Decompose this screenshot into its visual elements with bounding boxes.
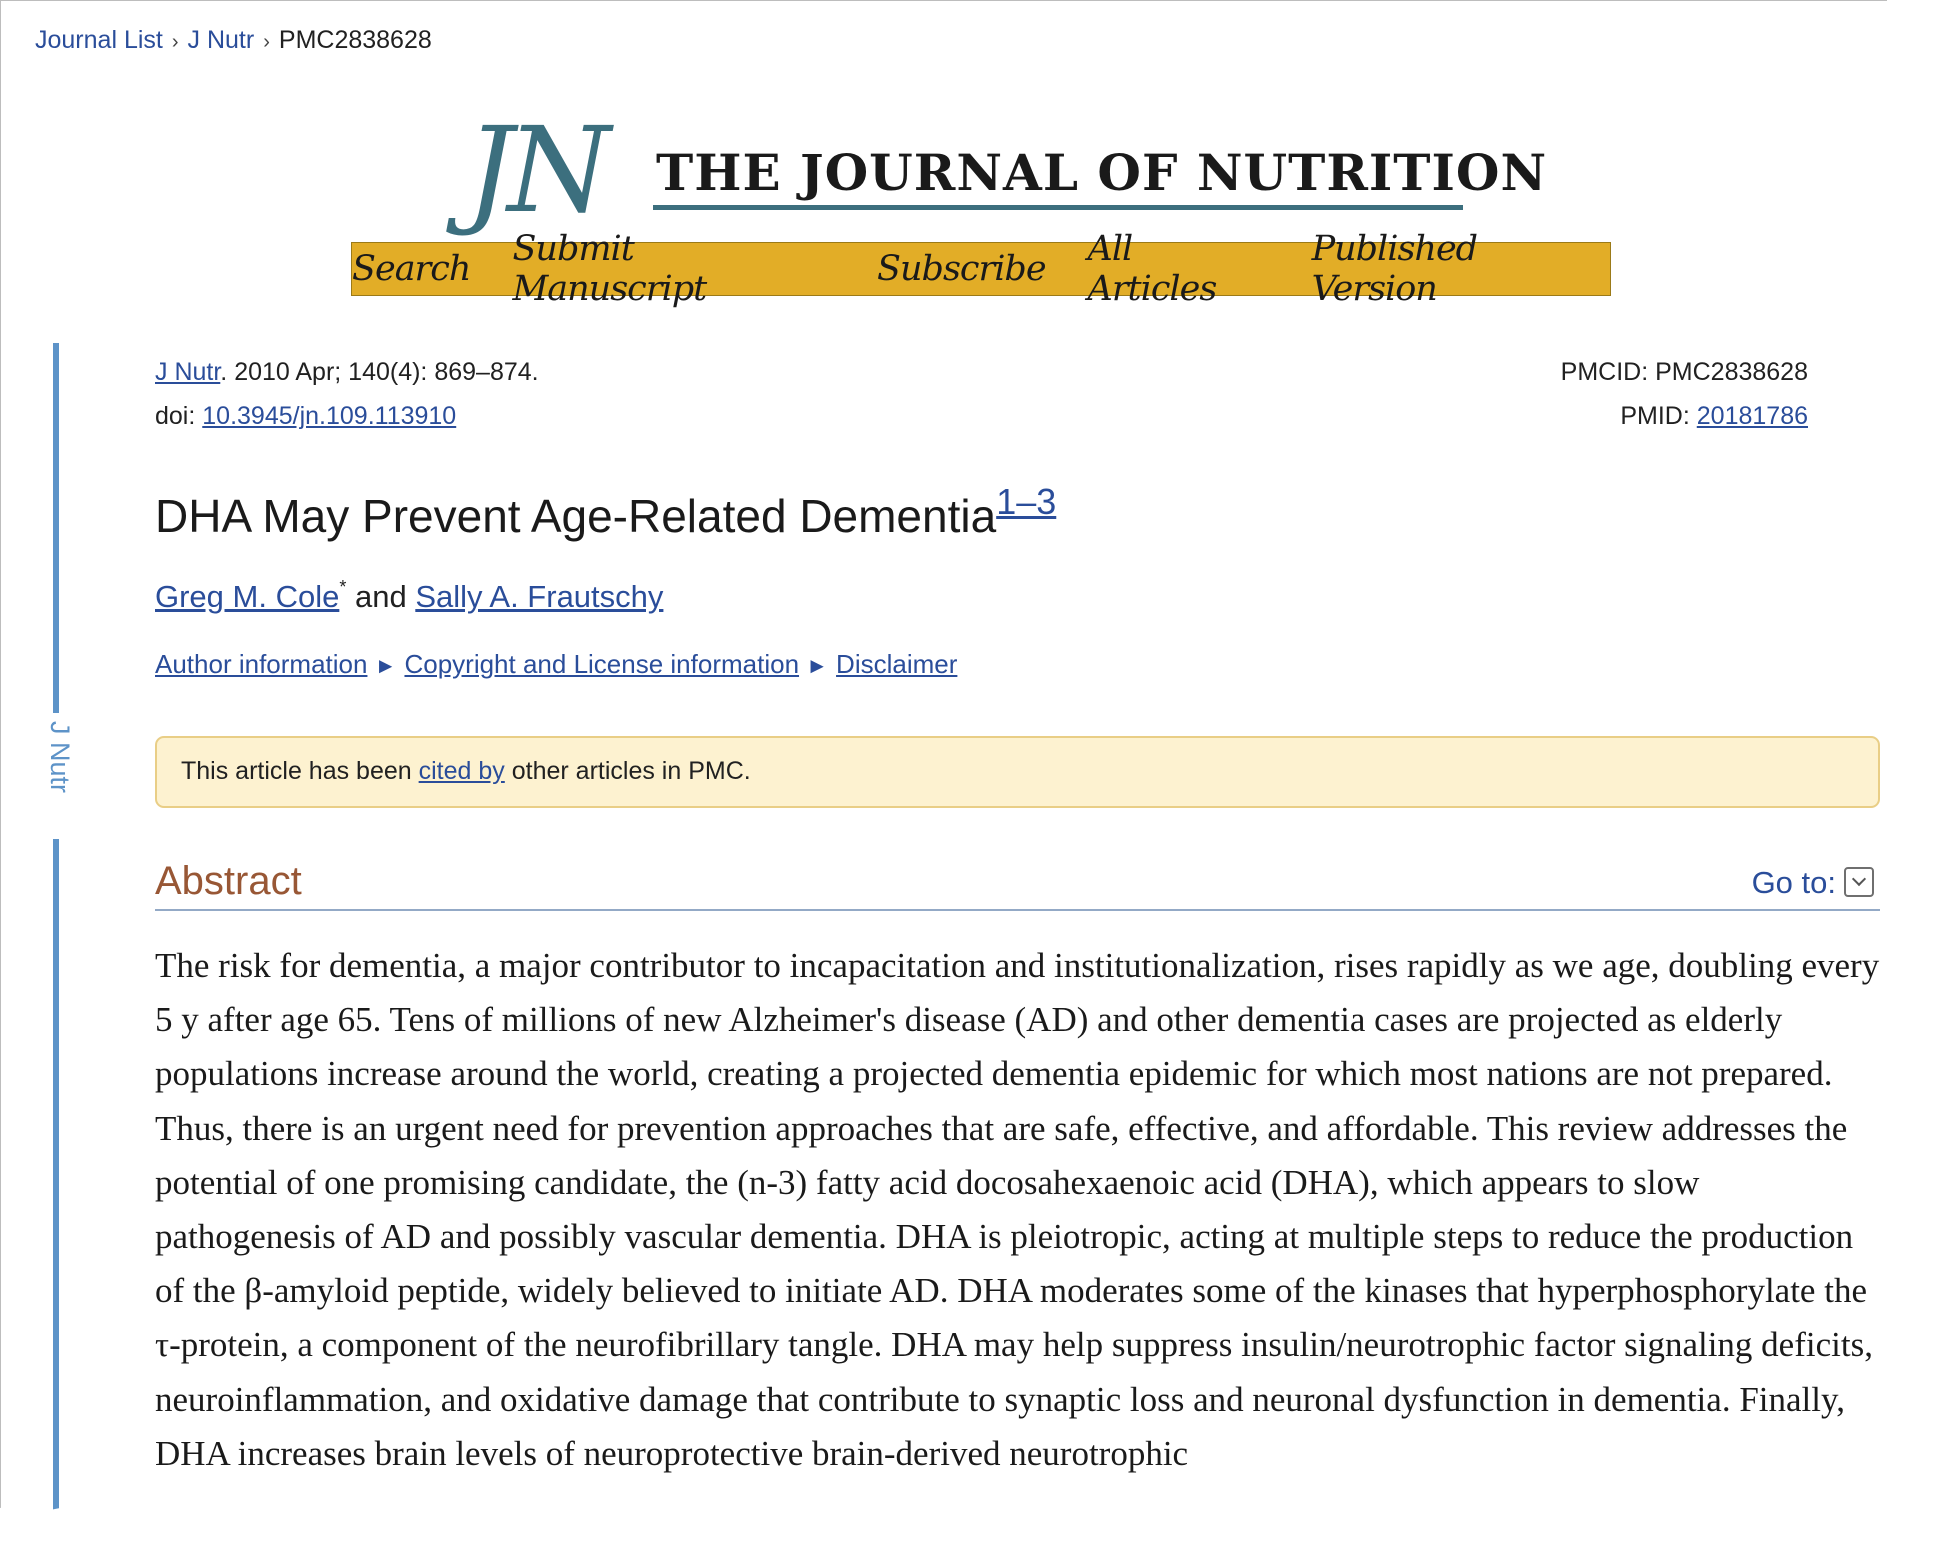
author-information-link[interactable]: Author information bbox=[155, 649, 368, 679]
author-link-cole[interactable]: Greg M. Cole bbox=[155, 579, 340, 614]
authors bbox=[155, 577, 663, 615]
sidebar-journal-label: J Nutr bbox=[45, 721, 75, 794]
nav-all-articles[interactable]: All Articles bbox=[1087, 229, 1217, 309]
copyright-license-link[interactable]: Copyright and License information bbox=[404, 649, 800, 679]
torn-edge-right bbox=[1887, 0, 1947, 1562]
pmid-link[interactable]: 20181786 bbox=[1696, 402, 1808, 430]
cited-by-notice bbox=[155, 736, 1880, 808]
sidebar-journal-tab[interactable] bbox=[39, 721, 73, 831]
nav-subscribe[interactable]: Subscribe bbox=[877, 249, 1046, 289]
journal-name[interactable]: THE JOURNAL OF NUTRITION bbox=[656, 143, 1548, 202]
nav-published-version[interactable]: Published Version bbox=[1311, 229, 1478, 309]
pmid-label: PMID: bbox=[1620, 402, 1697, 430]
abstract-text: The risk for dementia, a major contributor to incapacitation and institutionalization, rises rapidly as we age, doubling every 5 y after age 65. Tens of millions of new Alzheimer's disease (AD) and other dementia cases are projected as elderly populations increase around the world, creating a projected dementia epidemic for which most nations are not prepared. Thus, there is an urgent need for prevention approaches that are safe, effective, and affordable. This review addresses the potential of one promising candidate, the (n-3) fatty acid docosahexaenoic acid (DHA), which appears to slow pathogenesis of AD and possibly vascular dementia. DHA is pleiotropic, acting at multiple steps to reduce the production of the β-amyloid peptide, widely believed to initiate AD. DHA moderates some of the kinases that hyperphosphorylate the τ-protein, a component of the neurofibrillary tangle. DHA may help suppress insulin/neurotrophic factor signaling deficits, neuroinflammation, and oxidative damage that contribute to synaptic loss and neuronal dysfunction in dementia. Finally, DHA increases brain levels of neuroprotective brain-derived neurotrophic bbox=[155, 946, 1880, 1473]
article-info-links bbox=[155, 649, 957, 680]
sidebar-line bbox=[53, 343, 59, 713]
nav-submit-manuscript[interactable]: Submit Manuscript bbox=[512, 229, 707, 309]
journal-nav bbox=[351, 229, 1611, 309]
doi-link[interactable]: 10.3945/jn.109.113910 bbox=[202, 402, 457, 430]
breadcrumb-current: PMC2838628 bbox=[278, 26, 432, 54]
cited-by-link[interactable]: cited by bbox=[418, 757, 505, 785]
notice-text-before: This article has been bbox=[181, 757, 419, 785]
triangle-right-icon: ► bbox=[374, 653, 397, 678]
article-title bbox=[155, 481, 1056, 543]
pmcid-label: PMCID: bbox=[1560, 358, 1656, 386]
abstract-heading: Abstract bbox=[155, 859, 302, 903]
pmcid-value: PMC2838628 bbox=[1655, 358, 1808, 386]
author-link-frautschy[interactable]: Sally A. Frautschy bbox=[415, 579, 664, 614]
author-conjunction: and bbox=[346, 579, 416, 614]
abstract-header bbox=[155, 853, 1880, 911]
citation bbox=[155, 350, 539, 438]
banner-divider bbox=[653, 205, 1463, 210]
torn-edge-bottom bbox=[0, 1500, 1947, 1562]
nav-search[interactable]: Search bbox=[352, 249, 471, 289]
breadcrumb-journal-list[interactable]: Journal List bbox=[35, 26, 163, 54]
corresponding-author-mark: * bbox=[339, 577, 347, 597]
disclaimer-link[interactable]: Disclaimer bbox=[836, 649, 958, 679]
citation-issue: . 2010 Apr; 140(4): 869–874. bbox=[220, 358, 539, 386]
triangle-right-icon: ► bbox=[806, 653, 829, 678]
chevron-down-icon[interactable] bbox=[1844, 867, 1874, 897]
sidebar-line bbox=[53, 839, 59, 1517]
journal-banner bbox=[351, 101, 1613, 309]
chevron-right-icon: › bbox=[263, 31, 270, 53]
title-footnote-link[interactable]: 1–3 bbox=[996, 481, 1057, 522]
goto-label: Go to: bbox=[1751, 865, 1836, 900]
notice-text-after: other articles in PMC. bbox=[504, 757, 751, 785]
journal-logo[interactable]: JN bbox=[466, 101, 605, 239]
breadcrumb bbox=[35, 26, 432, 55]
goto-menu[interactable] bbox=[1752, 865, 1874, 901]
article-ids bbox=[1561, 350, 1808, 438]
chevron-right-icon: › bbox=[171, 31, 179, 53]
doi-label: doi: bbox=[155, 402, 203, 430]
article-title-text: DHA May Prevent Age-Related Dementia bbox=[155, 490, 997, 542]
breadcrumb-j-nutr[interactable]: J Nutr bbox=[187, 26, 255, 54]
journal-link[interactable]: J Nutr bbox=[155, 358, 221, 386]
